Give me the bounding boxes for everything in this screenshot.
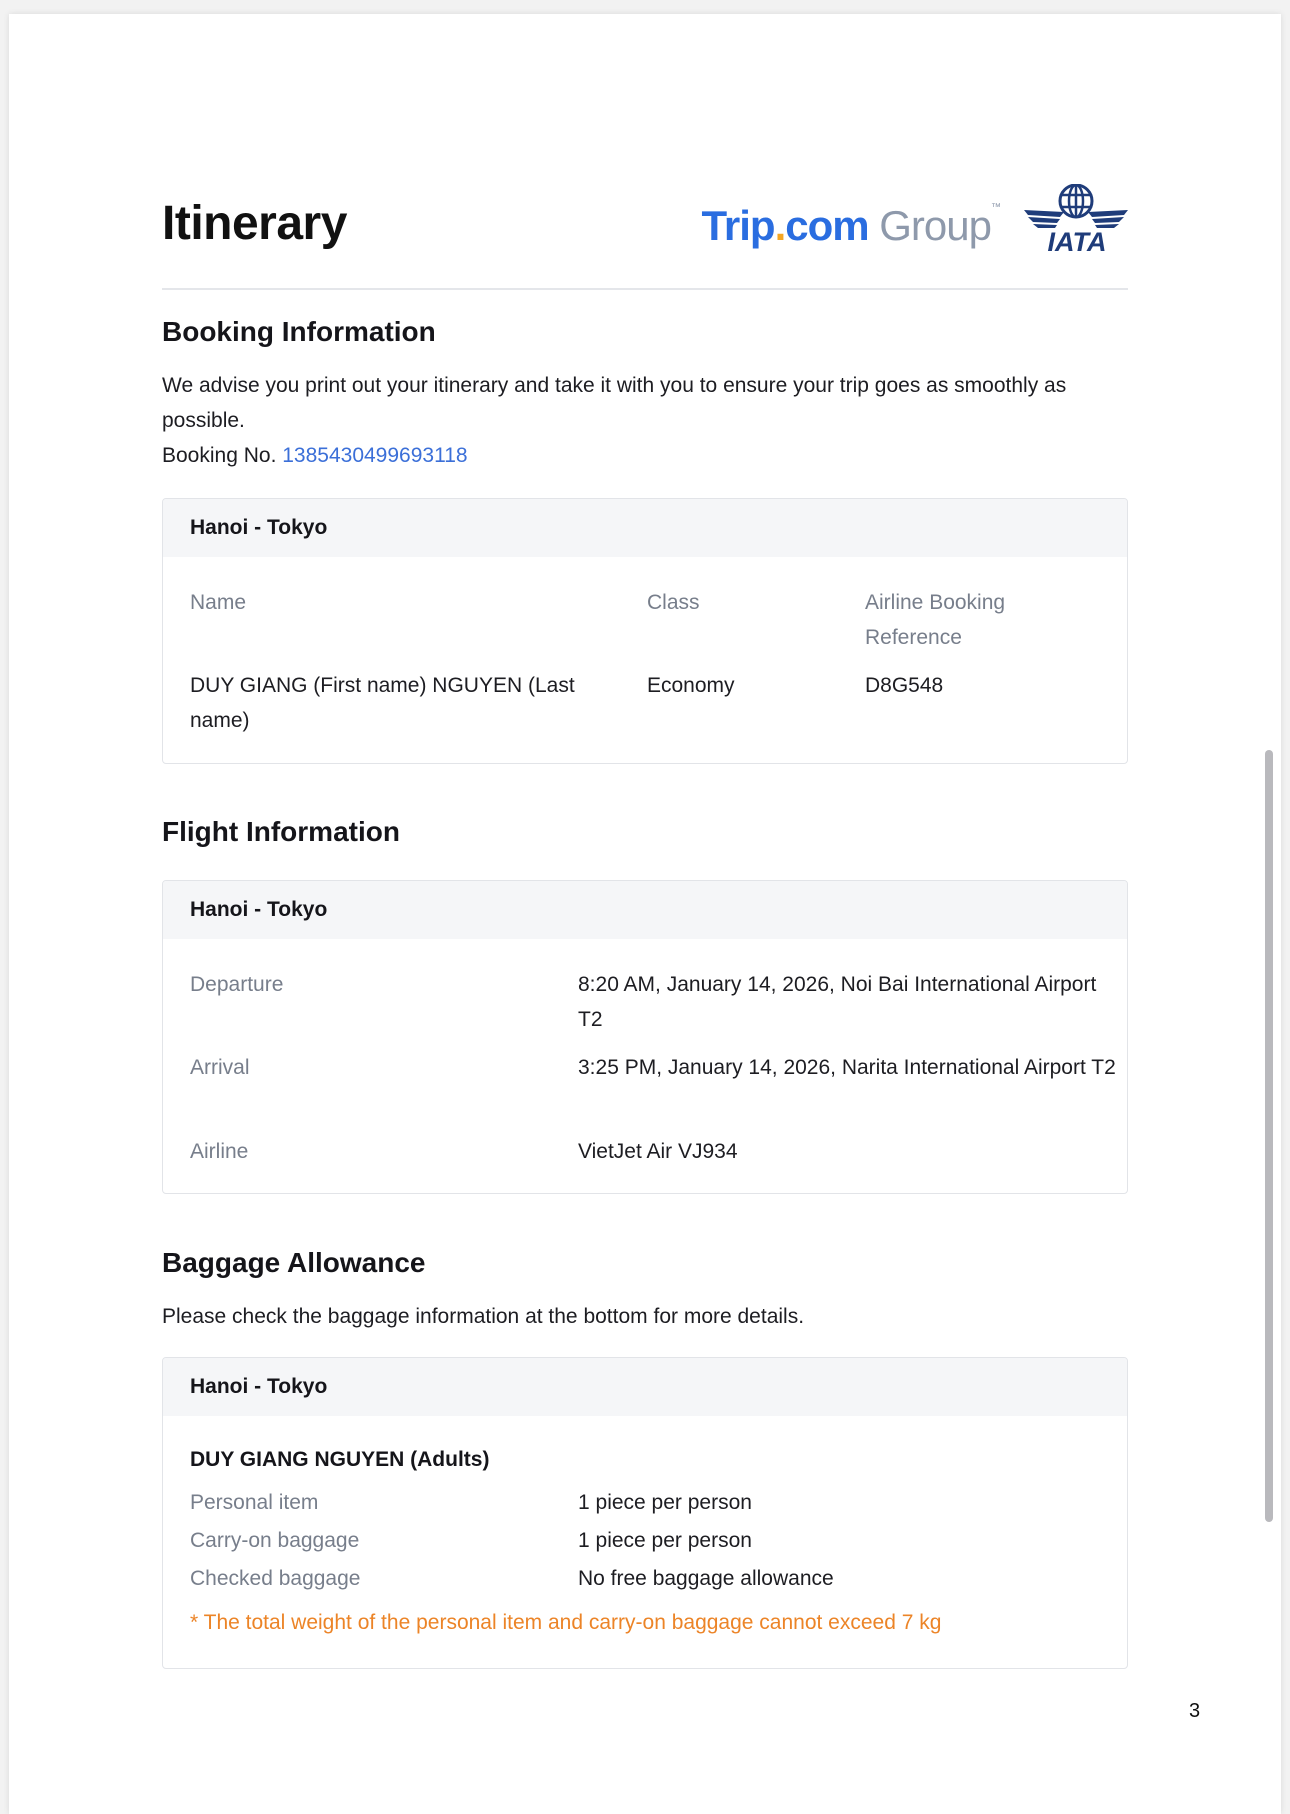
booking-reference-column-label: Airline Booking Reference (865, 591, 1006, 649)
carry-on-value: 1 piece per person (578, 1529, 752, 1552)
airline-value: VietJet Air VJ934 (578, 1140, 738, 1163)
personal-item-value: 1 piece per person (578, 1491, 752, 1514)
booking-number-line (162, 438, 1128, 473)
baggage-card (162, 1357, 1128, 1669)
arrival-value: 3:25 PM, January 14, 2026, Narita International Airport T2 (578, 1056, 1116, 1079)
booking-advice-text: We advise you print out your itinerary and take it with you to ensure your trip goes as smoothly as possible. (162, 374, 1067, 432)
vertical-scrollbar-thumb[interactable] (1265, 750, 1273, 1522)
checked-baggage-label: Checked baggage (190, 1567, 361, 1590)
flight-card-route: Hanoi - Tokyo (163, 881, 1127, 939)
page-title: Itinerary (162, 197, 347, 250)
arrival-label: Arrival (190, 1056, 250, 1079)
airline-booking-reference: D8G548 (865, 674, 944, 697)
personal-item-label: Personal item (190, 1491, 319, 1514)
baggage-weight-note: * The total weight of the personal item and carry-on baggage cannot exceed 7 kg (190, 1611, 942, 1634)
booking-number-link[interactable]: 1385430499693118 (282, 444, 468, 467)
itinerary-header (162, 184, 1128, 290)
baggage-passenger: DUY GIANG NGUYEN (Adults) (190, 1448, 490, 1471)
departure-value: 8:20 AM, January 14, 2026, Noi Bai International Airport T2 (578, 973, 1097, 1031)
page-number: 3 (1189, 1700, 1201, 1722)
logos (701, 184, 1128, 254)
flight-card (162, 880, 1128, 1194)
baggage-allowance-heading: Baggage Allowance (162, 1247, 426, 1278)
baggage-card-route: Hanoi - Tokyo (163, 1358, 1127, 1416)
flight-information-heading: Flight Information (162, 816, 400, 847)
carry-on-label: Carry-on baggage (190, 1529, 360, 1552)
svg-text:IATA: IATA (1047, 227, 1107, 254)
travel-class: Economy (647, 674, 735, 697)
iata-logo (1024, 184, 1128, 254)
name-column-label: Name (190, 591, 247, 614)
departure-label: Departure (190, 973, 284, 996)
class-column-label: Class (647, 591, 700, 614)
passenger-name: DUY GIANG (First name) NGUYEN (Last name) (190, 674, 575, 732)
booking-card-route: Hanoi - Tokyo (163, 499, 1127, 557)
trip-com-group-logo: Trip.com Group™ (701, 202, 1000, 249)
document-page (9, 14, 1281, 1814)
booking-card (162, 498, 1128, 764)
baggage-intro-text: Please check the baggage information at the bottom for more details. (162, 1305, 805, 1328)
booking-number-label: Booking No. (162, 444, 277, 467)
booking-information-heading: Booking Information (162, 316, 436, 347)
airline-label: Airline (190, 1140, 249, 1163)
checked-baggage-value: No free baggage allowance (578, 1567, 834, 1590)
